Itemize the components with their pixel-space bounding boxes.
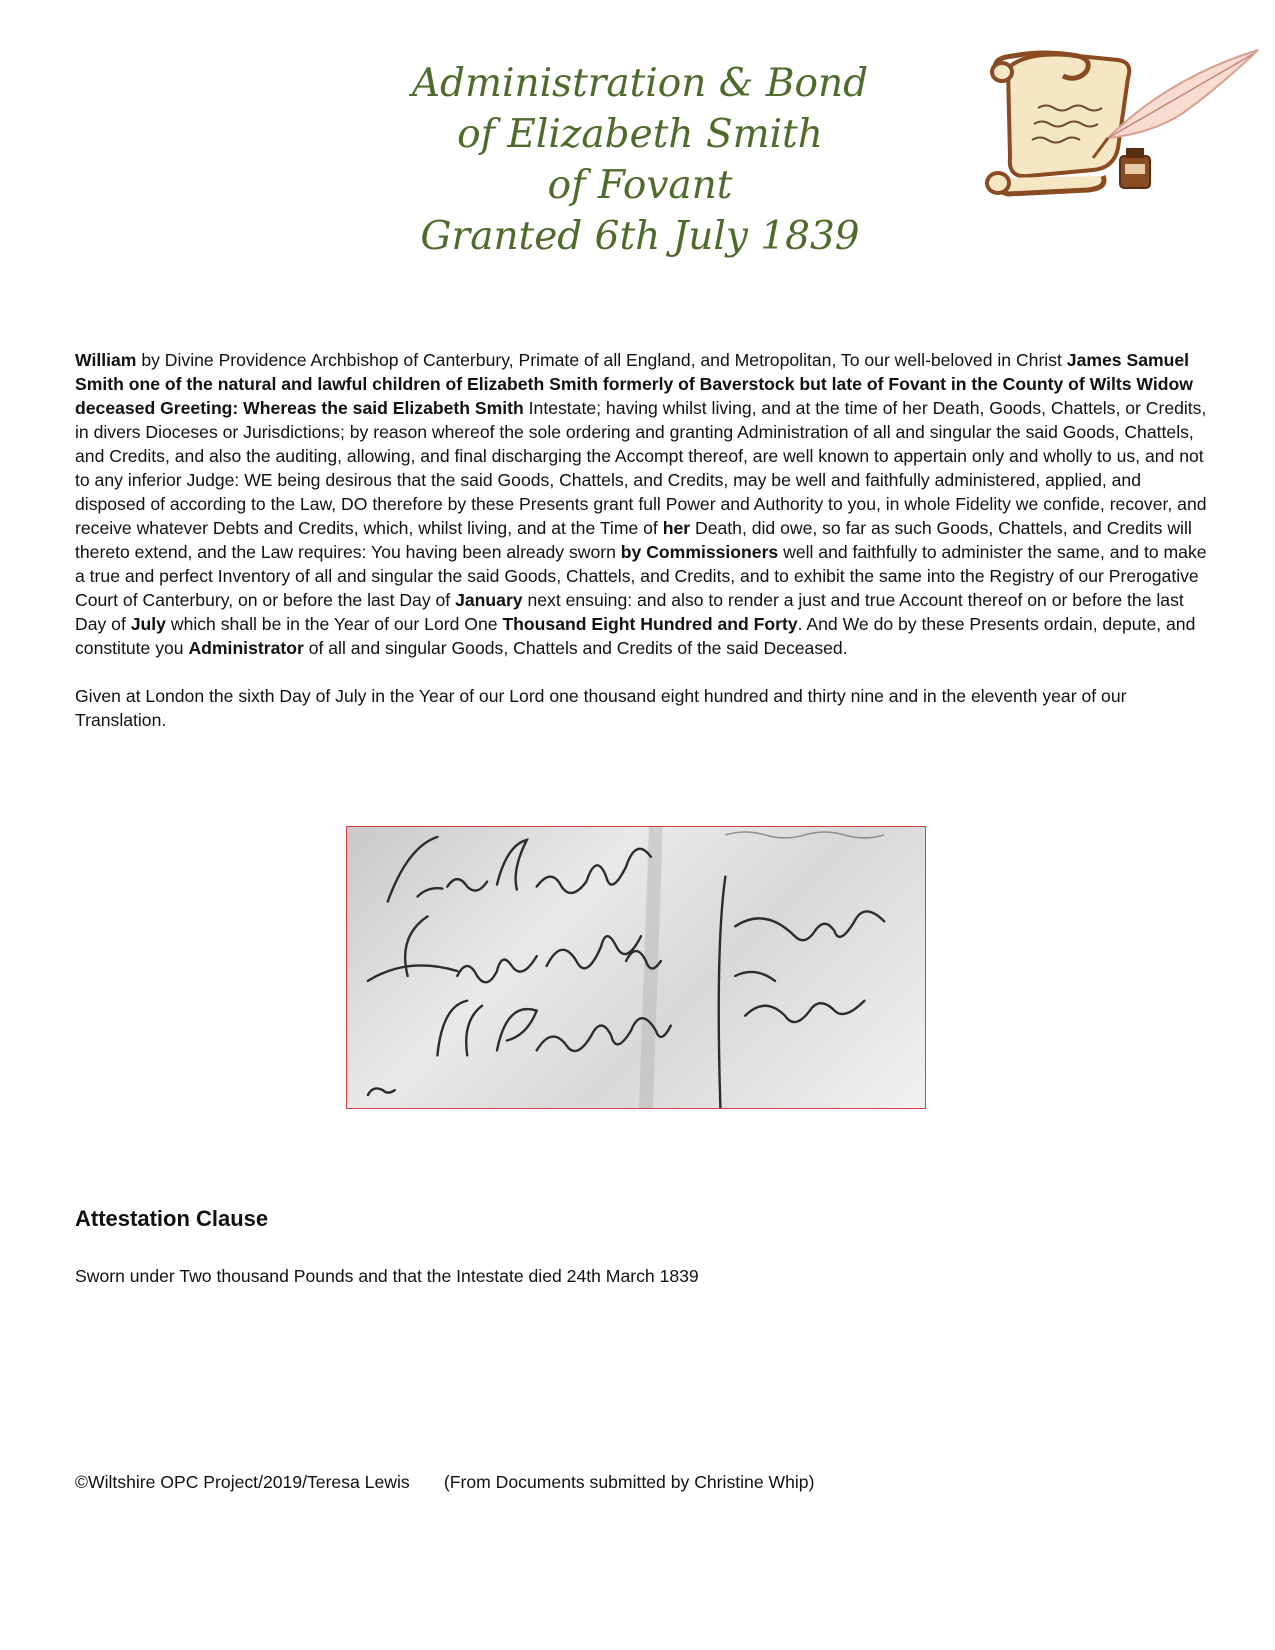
grant-text: of all and singular Goods, Chattels and Credits of the said Deceased.: [303, 638, 848, 658]
bold-july: July: [130, 614, 166, 634]
given-at-paragraph: Given at London the sixth Day of July in the Year of our Lord one thousand eight hundred and thirty nine and in the eleventh year of our Translation.: [75, 686, 1127, 730]
bold-year: Thousand Eight Hundred and Forty: [502, 614, 798, 634]
bold-january: January: [455, 590, 523, 610]
grant-body: [75, 348, 1210, 732]
title-line-2: of Elizabeth Smith: [457, 112, 823, 157]
grant-text: next ensuing: and also to render a just and true Account thereof on or before the last Day of: [75, 590, 1184, 634]
footer: [75, 1472, 814, 1493]
archbishop-name: William: [75, 350, 137, 370]
footer-source: (From Documents submitted by Christine Whip): [443, 1472, 815, 1492]
scroll-quill-inkwell-icon: [968, 38, 1268, 203]
attestation-text: Sworn under Two thousand Pounds and that the Intestate died 24th March 1839: [75, 1266, 699, 1286]
administrator-description: James Samuel Smith one of the natural and lawful children of Elizabeth Smith formerly of Baverstock but late of Fovant in the County of Wilts Widow deceased Greeting: Whereas the said Elizabeth Smith: [75, 350, 1193, 418]
bold-administrator: Administrator: [188, 638, 304, 658]
document-title: [240, 58, 1040, 262]
grant-text: Death, did owe, so far as such Goods, Chattels, and Credits will thereto extend, and the Law requires: You having been already sworn: [75, 518, 1192, 562]
grant-text: well and faithfully to administer the same, and to make a true and perfect Inventory of all and singular the said Goods, Chattels, and Credits, and to exhibit the same into the Registry of our Prerogative Court of Canterbury, on or before the last Day of: [75, 542, 1207, 610]
footer-copyright: ©Wiltshire OPC Project/2019/Teresa Lewis: [75, 1472, 410, 1492]
grant-text: . And We do by these Presents ordain, depute, and constitute you: [75, 614, 1196, 658]
handwritten-signatures-image: [346, 826, 926, 1109]
title-line-1: Administration & Bond: [411, 61, 869, 106]
grant-text: by Divine Providence Archbishop of Canterbury, Primate of all England, and Metropolitan, To our well-beloved in Christ: [136, 350, 1067, 370]
grant-paragraph: [75, 348, 1210, 660]
attestation-heading: Attestation Clause: [75, 1206, 269, 1231]
grant-text: which shall be in the Year of our Lord One: [165, 614, 503, 634]
bold-her: her: [662, 518, 691, 538]
bold-commissioners: by Commissioners: [620, 542, 779, 562]
grant-text: Intestate; having whilst living, and at the time of her Death, Goods, Chattels, or Credits, in divers Dioceses or Jurisdictions; by reason whereof the sole ordering and granting Administration of all and singular the said Goods, Chattels, and Credits, and also the auditing, allowing, and final discharging the Accompt thereof, are well known to appertain only and wholly to us, and not to any inferior Judge: WE being desirous that the said Goods, Chattels, and Credits, may be well and faithfully administered, applied, and disposed of according to the Law, DO therefore by these Presents grant full Power and Authority to you, in whole Fidelity we confide, recover, and receive whatever Debts and Credits, which, whilst living, and at the Time of: [75, 398, 1207, 538]
title-line-3: of Fovant: [547, 163, 733, 208]
title-line-4: Granted 6th July 1839: [420, 214, 860, 259]
